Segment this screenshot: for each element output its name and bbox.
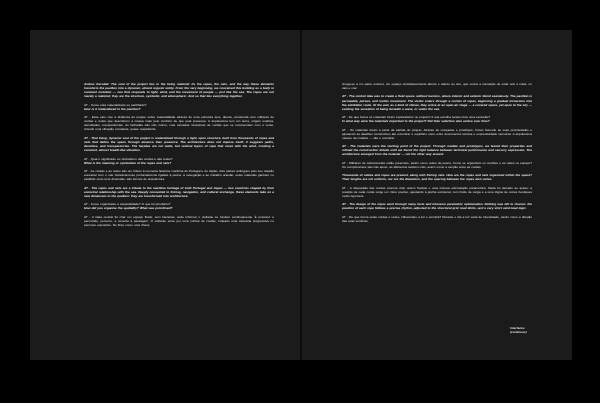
paragraph: AT - The ropes and nets are a tribute to the maritime heritage of both Portugal and Japan — two countries shaped by their ancestral relationship with the sea. Deeply connected to fishing, navigation, and cultural exchange, these elements take on a new dimension in the pavilion: they are transformed into architecture. <box>84 185 274 198</box>
paragraph: AT - That living, dynamic soul of the project is materialised through a light, open structure, built from thousands of ropes and nets that define the space through absence than presence. The architecture does not impose itself; it suggests paths, densities, and transparencies. The façades are not walls, but vertical layers of rope that move with the wind, creating a constant, almost breath-like vibration. <box>84 135 274 153</box>
paragraph: What is the meaning or symbolism of the ropes and nets? <box>84 160 172 165</box>
paragraph: AT - A disposição das cordas procura criar ordem fractais e uma intensa estimulação paramétrica. Nada foi deixado ao acaso: a posição de cada corda surge um ritmo preciso, ajustando à grelha estrutural, com limite de carga e a uma lógica de cortes boutiques muito rigorosos. <box>342 185 532 198</box>
left-page <box>30 30 300 360</box>
paragraph: AT - De que forma estas cordas e redes, influenciam a luz e sombra? Durante o dia a luz varia de intensidade, assim como a direção das suas sombras. <box>342 214 532 223</box>
paragraph: chega-se a um palco exterior, um espaço simultaneamente aberto e aberto ao céu, que evoca a sensação de estar sob a maré, no cais e mar. <box>342 82 532 91</box>
paragraph: How is it materialised in the pavilion? <box>84 106 141 111</box>
paragraph: AT - Os materiais foram a parte da partida do projeto. Através de maquetas e protótipos, fomos fazendo as suas propriedades e ajustando as detalhes construtivos até encontrar o equilíbrio certo entre documentos técnica e expressividade sensorial. A arquitectura nasceu da matéria — não o contrário. <box>342 127 532 140</box>
paragraph: AT - The materials were the starting point of the project. Through models and prototypes, we tested their properties and refined the construction details until we found the right balance between technical performance and sensory expression. The architecture emerged from the material — not the other way around. <box>342 144 532 157</box>
right-page-text <box>342 82 532 227</box>
paragraph: AT - The central idea was to create a fluid space, without barriers, where interior and exterior blend seamlessly. The pavilion is permeable, porous, and invites movement. The visitor enters through a curtain of ropes, beginning a gradual immersion into the exhibition route. At the end, as a kind of climax, they arrive at an open-air stage — a covered space, yet open to the sky — evoking the sensation of being beneath a wave, or under the sea. <box>342 94 532 111</box>
paragraph: AT - A ideia central foi criar um espaço fluido, sem barreiras, onde informar o visitante se fundem continuamente. É possível: é percorrido, percorre, a conecta à passagem. O visitante entra por uma cortina de cordas, rodeado uma travessia progressiva no percurso expositivo. No final, como uma chave, <box>84 214 274 227</box>
paragraph: AT - Como está materializado ou partilhado? <box>84 102 147 107</box>
page-signature <box>510 326 550 334</box>
right-page <box>302 30 572 360</box>
paragraph: AT - The design of the ropes went through many tests and intensive parametric optimisation. Nothing was left to chance: the position of each rope follows a precise rhythm, adjusted to the structural grid, load limits, and a very strict wind-load logic. <box>342 202 532 211</box>
signature-line-1: Interfaces <box>510 326 525 330</box>
left-page-text <box>84 82 274 231</box>
paragraph: AT - Milhares de cabos/cordas estão presentes, assim como redes de pesca. Como se organizam os cordões e as redes no espaço? Os comprimentos são não apoio, as diâmetros também não, assim como a secção entre as cordas. <box>342 160 532 169</box>
signature-line-2: (continues) <box>510 330 527 335</box>
paragraph: In what way were the materials important to the project? Did their selection also evolve over time? <box>342 119 490 124</box>
paragraph: How did you organise the spatiality? What was prioritised? <box>84 206 173 211</box>
paragraph: AT - Qual o significado ou simbolismo das cordas e das redes? <box>84 156 173 161</box>
paragraph: AT - Como organizaste a espacialidade? O que foi prioritário? <box>84 202 171 207</box>
paragraph: AT - Esse elos vive a dinâmica do projeto sobre materialidade através de uma estrutura leve, aberta, construída com milhares de cordas e redes que descobrem a massa mais pelo conforto de que pela presença. A arquitectura tem um tema, origem estética, densidades, transparências. As fachadas são não muros, mas camadas vivíssimas de cordas que se movimentam com o vento, criando uma vibração constante, quase respiratória. <box>84 115 274 132</box>
paragraph: Thousands of cables and ropes are present, along with fishing nets. How are the ropes and nets organised within the space? Their lengths are not uniform, nor are the diameters, and the spacing between the ropes also varies. <box>342 173 532 182</box>
paragraph: AT - De que forma os materiais foram exploratórios no projeto? A sua escolha tendeu fora uma evolução? <box>342 115 491 120</box>
paragraph: Andres Escobal: The soul of the project lies in the living material: its the ropes, the nets, and the way these elements transform the pavilion into a dynamic, almost organic entity. From the very beginning, we conceived this building as a body in constant mutation — one that responds to light, wind, and the movement of people — just like the sea. The ropes are not merely a material; they are the structure, symbolic, and atmospheric. And so that ties everything together. <box>84 82 274 99</box>
book-spread <box>30 30 572 360</box>
paragraph: AT - As cordas e as redes são um tributo à memória histórica marítima de Portugal e do Japão, dois países ambíguos pelo seu relação ancestral com o mar. Esteticamente profundamente ligadas à pesca, à navegação e ao trabalho artesão, estes materiais ganham no pavilhão uma nova dimensão: são formas de arquitectura. <box>84 168 274 182</box>
